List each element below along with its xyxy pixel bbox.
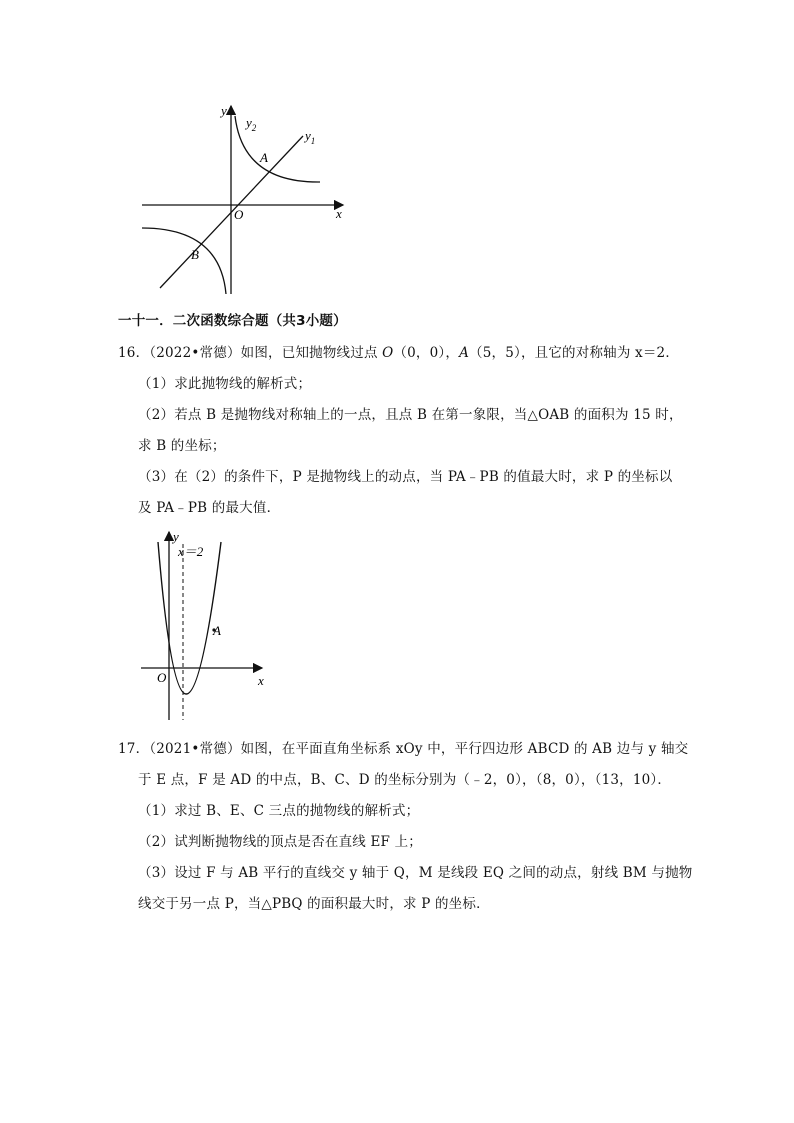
label-point-a: A xyxy=(260,150,268,165)
label-origin: O xyxy=(157,670,167,685)
label-point-b: B xyxy=(191,247,199,262)
q17-line-5: （3）设过 F 与 AB 平行的直线交 y 轴于 Q，M 是线段 EQ 之间的动点，射线 BM 与抛物 xyxy=(138,865,693,881)
label-x: x xyxy=(336,206,342,221)
q16-line-4: 求 B 的坐标； xyxy=(138,438,226,454)
q16-line-5: （3）在（2）的条件下，P 是抛物线上的动点，当 PA﹣PB 的值最大时，求 P 的坐标以 xyxy=(138,469,673,485)
label-point-a: A xyxy=(213,623,221,638)
label-y: y xyxy=(173,529,179,544)
label-origin: O xyxy=(234,207,244,222)
q16-line-1: 16．（2022•常德）如图，已知抛物线过点 O（0，0），A（5，5），且它的对称轴为 x＝2． xyxy=(118,345,680,361)
q17-line-4: （2）试判断抛物线的顶点是否在直线 EF 上； xyxy=(138,834,422,850)
q16-line-6: 及 PA﹣PB 的最大值． xyxy=(138,500,281,516)
figure-hyperbola-line xyxy=(138,98,358,298)
label-x: x xyxy=(258,673,264,688)
label-y2: $y_2$ xyxy=(246,115,257,133)
q16-line-2: （1）求此抛物线的解析式； xyxy=(138,376,312,392)
q17-line-2: 于 E 点，F 是 AD 的中点，B、C、D 的坐标分别为（﹣2，0），（8，0），（13，10）． xyxy=(138,772,672,788)
q17-line-3: （1）求过 B、E、C 三点的抛物线的解析式； xyxy=(138,803,420,819)
q17-line-6: 线交于另一点 P，当△PBQ 的面积最大时，求 P 的坐标． xyxy=(138,896,490,912)
label-y1: $y_1$ xyxy=(305,128,316,146)
label-y: y xyxy=(221,103,227,118)
section-title: 一十一．二次函数综合题（共3小题） xyxy=(118,313,347,329)
parabola-curve xyxy=(158,542,221,694)
hyperbola-branch-q3 xyxy=(142,228,226,294)
q17-line-1: 17．（2021•常德）如图，在平面直角坐标系 xOy 中，平行四边形 ABCD 的 AB 边与 y 轴交 xyxy=(118,741,689,757)
label-axis-eq: x＝2 xyxy=(178,544,204,559)
figure-parabola xyxy=(138,528,278,724)
q16-line-3: （2）若点 B 是抛物线对称轴上的一点，且点 B 在第一象限，当△OAB 的面积为 15 时， xyxy=(138,407,683,423)
